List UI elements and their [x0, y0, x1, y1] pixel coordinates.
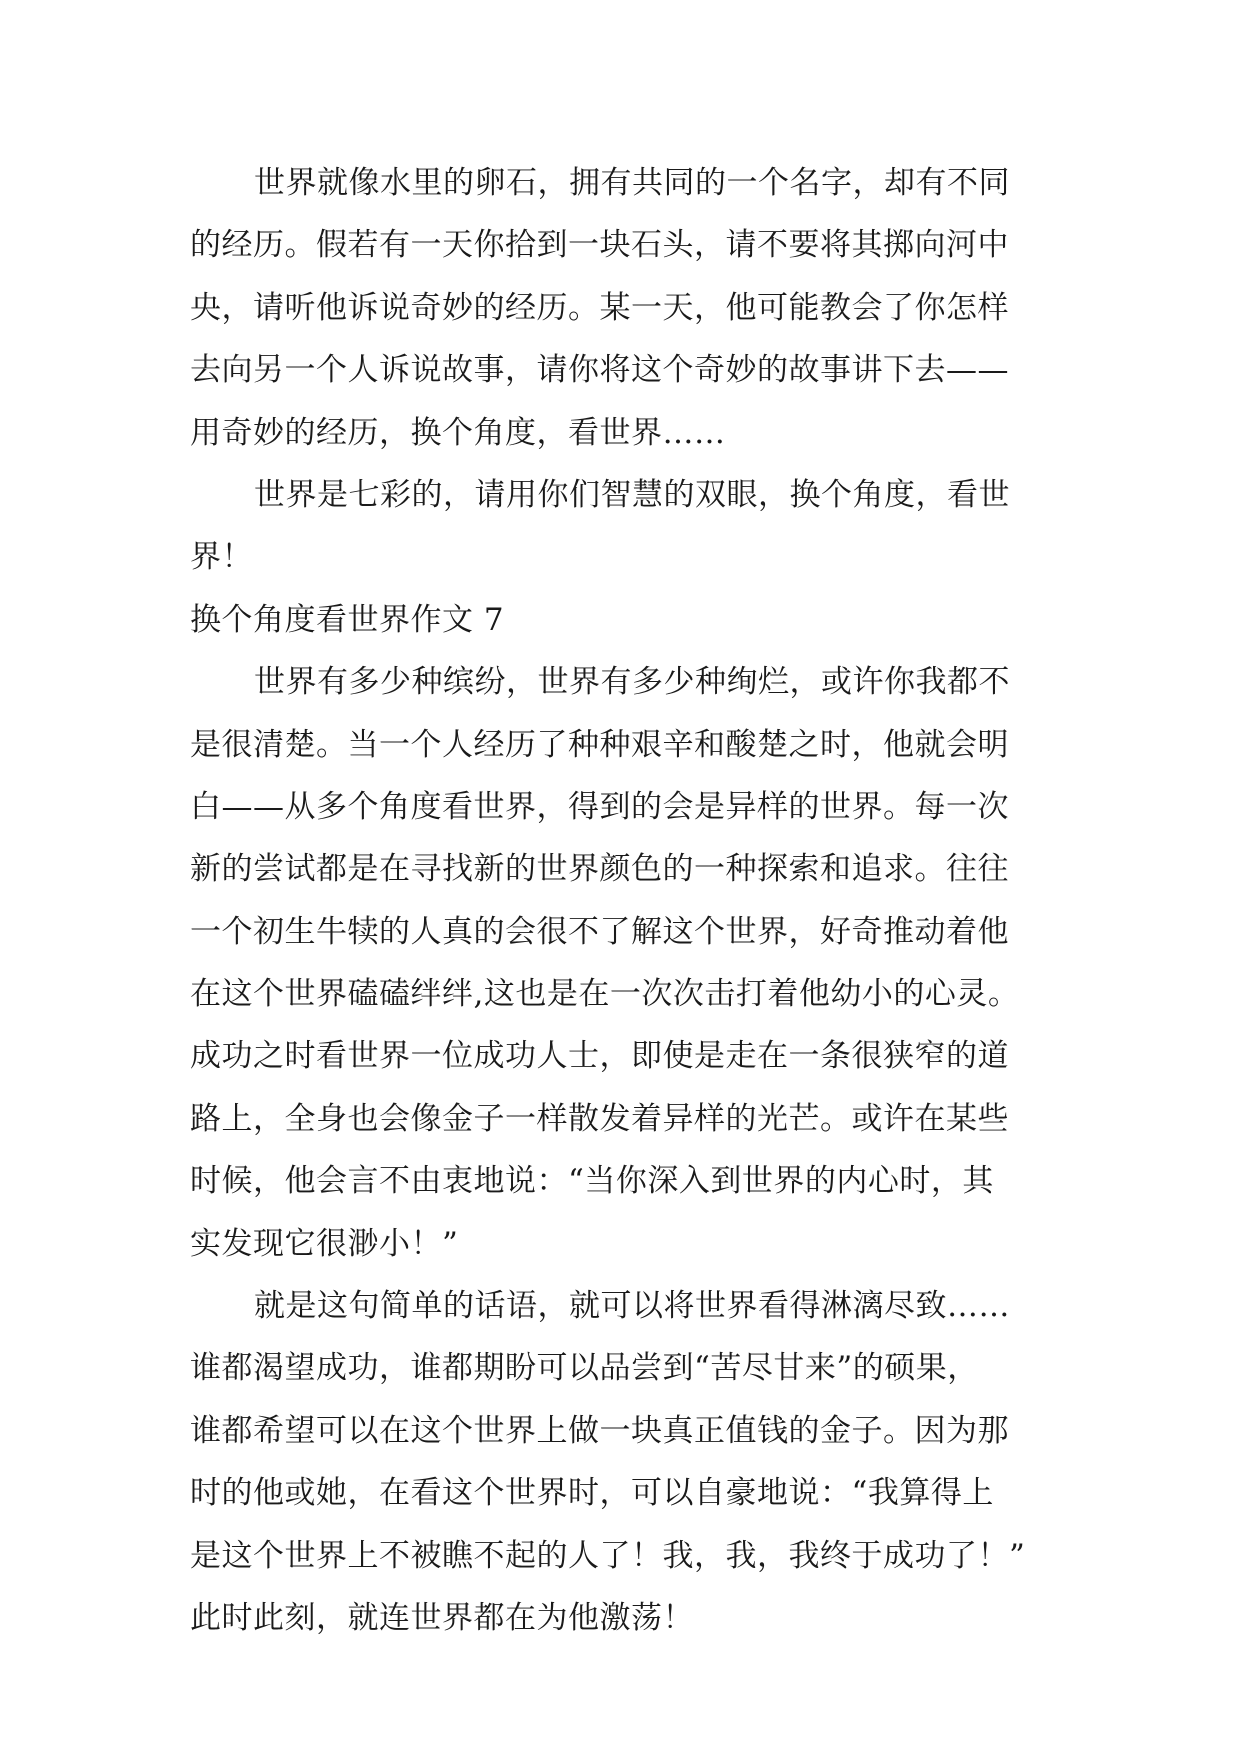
paragraph-line: 的经历。假若有一天你拾到一块石头，请不要将其掷向河中 — [190, 227, 1009, 264]
section-heading: 换个角度看世界作文 7 — [190, 601, 505, 638]
paragraph-line: 就是这句简单的话语，就可以将世界看得淋漓尽致…… — [254, 1288, 1010, 1325]
paragraph-line: 谁都渴望成功，谁都期盼可以品尝到“苦尽甘来”的硕果， — [190, 1350, 979, 1387]
paragraph-line: 路上，全身也会像金子一样散发着异样的光芒。或许在某些 — [190, 1100, 1009, 1137]
paragraph-line: 实发现它很渺小！” — [190, 1225, 459, 1262]
paragraph-line: 去向另一个人诉说故事，请你将这个奇妙的故事讲下去—— — [190, 352, 1009, 389]
paragraph-line: 时候，他会言不由衷地说：“当你深入到世界的内心时，其 — [190, 1163, 994, 1200]
paragraph-line: 用奇妙的经历，换个角度，看世界…… — [190, 414, 726, 451]
paragraph-line: 是很清楚。当一个人经历了种种艰辛和酸楚之时，他就会明 — [190, 726, 1009, 763]
paragraph-line: 央，请听他诉说奇妙的经历。某一天，他可能教会了你怎样 — [190, 289, 1009, 326]
paragraph-line: 是这个世界上不被瞧不起的人了！我，我，我终于成功了！” — [190, 1537, 1026, 1574]
paragraph-line: 成功之时看世界一位成功人士，即使是走在一条很狭窄的道 — [190, 1038, 1009, 1075]
paragraph-line: 新的尝试都是在寻找新的世界颜色的一种探索和追求。往往 — [190, 851, 1009, 888]
paragraph-line: 一个初生牛犊的人真的会很不了解这个世界，好奇推动着他 — [190, 913, 1009, 950]
paragraph-line: 此时此刻，就连世界都在为他激荡！ — [190, 1599, 694, 1636]
paragraph-line: 界！ — [190, 539, 253, 576]
paragraph-line: 世界是七彩的，请用你们智慧的双眼，换个角度，看世 — [254, 476, 1010, 513]
paragraph-line: 谁都希望可以在这个世界上做一块真正值钱的金子。因为那 — [190, 1412, 1009, 1449]
paragraph-line: 时的他或她，在看这个世界时，可以自豪地说：“我算得上 — [190, 1475, 994, 1512]
paragraph-line: 白——从多个角度看世界，得到的会是异样的世界。每一次 — [190, 788, 1009, 825]
paragraph-line: 世界有多少种缤纷，世界有多少种绚烂，或许你我都不 — [254, 664, 1010, 701]
paragraph-line: 世界就像水里的卵石，拥有共同的一个名字，却有不同 — [254, 165, 1010, 201]
paragraph-line: 在这个世界磕磕绊绊,这也是在一次次击打着他幼小的心灵。 — [190, 976, 1020, 1013]
essay-body — [190, 152, 1050, 1649]
